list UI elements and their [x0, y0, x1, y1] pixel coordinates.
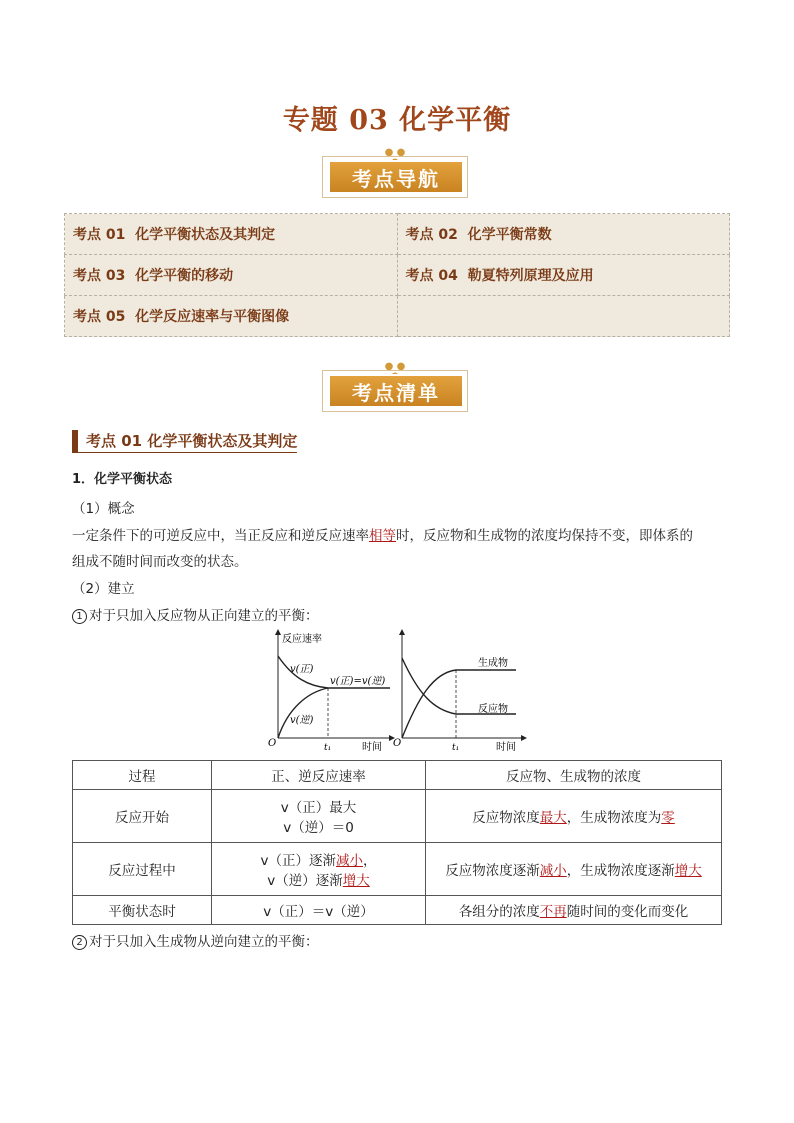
circled-number: 1: [72, 609, 87, 624]
table-header: 正、逆反应速率: [212, 761, 426, 790]
heading-1: 1．化学平衡状态: [72, 472, 173, 487]
section-heading: 考点 01 化学平衡状态及其判定: [72, 430, 297, 453]
product-label: 生成物: [478, 658, 508, 669]
dots-icon: ● ●: [384, 147, 406, 158]
heading-1-2: （2）建立: [72, 581, 135, 597]
table-cell: 反应过程中: [73, 843, 212, 896]
table-row: [73, 896, 722, 925]
badge-list: [322, 361, 470, 412]
concept-line-1: 一定条件下的可逆反应中，当正反应和逆反应速率相等时，反应物和生成物的浓度均保持不变，即体系的: [72, 528, 693, 544]
nav-table: [64, 213, 730, 337]
left-xlabel: 时间: [362, 742, 382, 753]
table-header-row: [73, 761, 722, 790]
process-table: [72, 760, 722, 925]
left-origin: O: [268, 738, 277, 749]
v-forward-label: v(正): [290, 664, 314, 675]
nav-item-empty: [397, 296, 730, 337]
table-cell: 反应物浓度最大，生成物浓度为零: [426, 790, 722, 843]
case-1: 1 对于只加入反应物从正向建立的平衡：: [72, 604, 319, 624]
nav-item-2[interactable]: 考点 02 化学平衡常数: [397, 214, 730, 255]
table-header: 反应物、生成物的浓度: [426, 761, 722, 790]
table-cell: v（正）逐渐减小， v（逆）逐渐增大: [212, 843, 426, 896]
right-xlabel: 时间: [496, 742, 516, 753]
left-t1: t₁: [324, 743, 332, 753]
badge-list-label: 考点清单: [328, 374, 464, 408]
right-origin: O: [393, 738, 402, 749]
v-reverse-curve: [278, 688, 328, 738]
table-cell: 反应物浓度逐渐减小，生成物浓度逐渐增大: [426, 843, 722, 896]
case-2: 2 对于只加入生成物从逆向建立的平衡：: [72, 930, 319, 950]
circled-number: 2: [72, 935, 87, 950]
equilibrium-graphs: [258, 628, 538, 754]
table-row: [73, 790, 722, 843]
v-reverse-label: v(逆): [290, 715, 314, 726]
badge-nav-label: 考点导航: [328, 160, 464, 194]
table-cell: v（正）＝v（逆）: [212, 896, 426, 925]
right-t1: t₁: [452, 743, 460, 753]
concept-line-2: 组成不随时间而改变的状态。: [72, 554, 248, 570]
table-header: 过程: [73, 761, 212, 790]
nav-item-4[interactable]: 考点 04 勒夏特列原理及应用: [397, 255, 730, 296]
nav-item-3[interactable]: 考点 03 化学平衡的移动: [65, 255, 398, 296]
v-equal-label: v(正)=v(逆): [330, 676, 386, 687]
dots-icon: ● ●: [384, 361, 406, 372]
page-title: 专题 03 化学平衡: [282, 105, 512, 136]
blank-equal: 相等: [369, 528, 396, 544]
table-cell: 平衡状态时: [73, 896, 212, 925]
heading-1-1: （1）概念: [72, 501, 135, 517]
table-cell: 各组分的浓度不再随时间的变化而变化: [426, 896, 722, 925]
table-cell: v（正）最大 v（逆）＝0: [212, 790, 426, 843]
table-row: [73, 843, 722, 896]
reactant-label: 反应物: [478, 704, 508, 715]
nav-item-5[interactable]: 考点 05 化学反应速率与平衡图像: [65, 296, 398, 337]
nav-item-1[interactable]: 考点 01 化学平衡状态及其判定: [65, 214, 398, 255]
ylabel: 反应速率: [282, 634, 322, 645]
table-cell: 反应开始: [73, 790, 212, 843]
badge-nav: [322, 147, 470, 198]
